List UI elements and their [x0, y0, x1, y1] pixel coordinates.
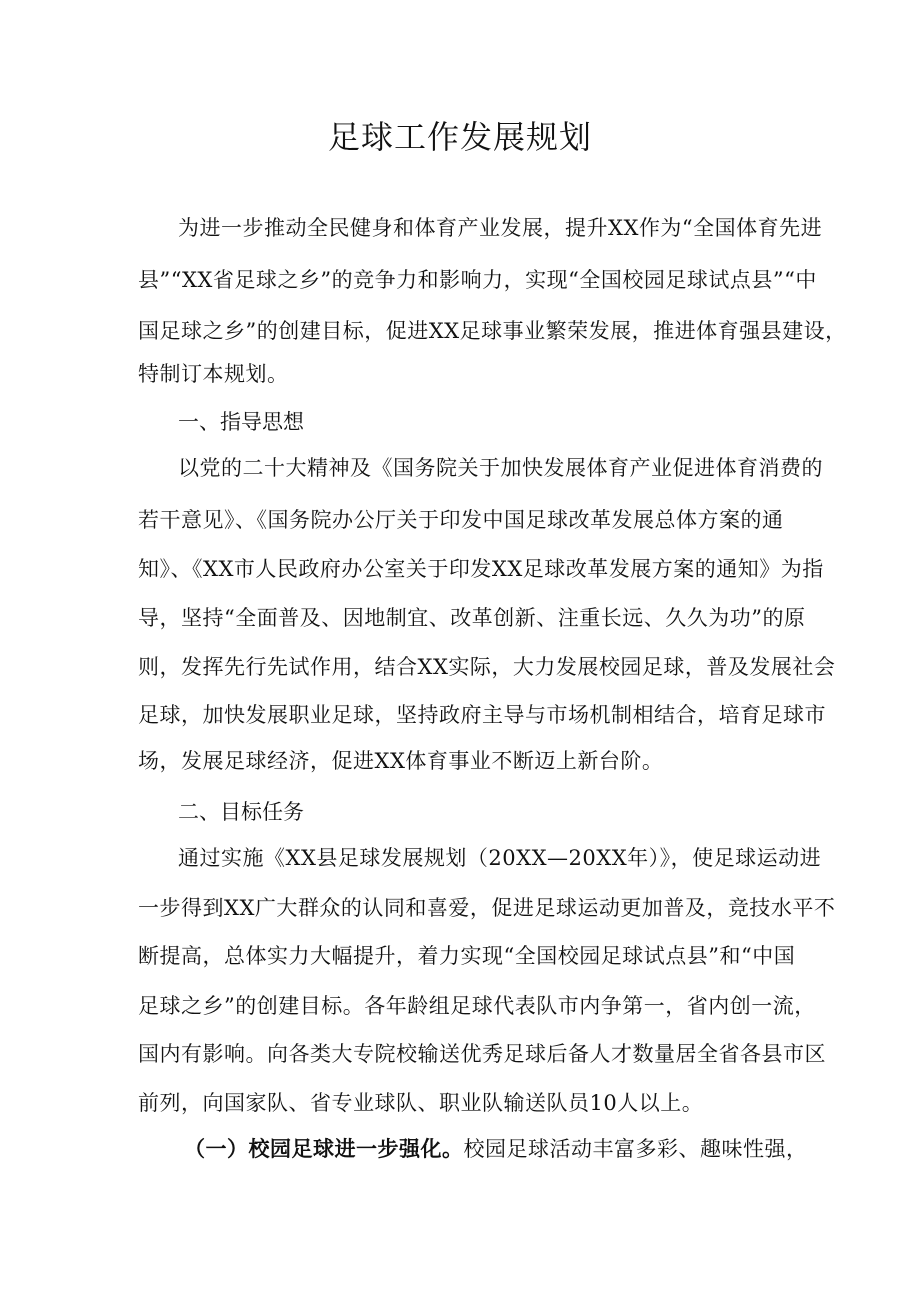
subsection-1-heading: （一）校园足球进一步强化。 [184, 1136, 464, 1161]
intro-line-2: 县”“XX省足球之乡”的竞争力和影响力，实现“全国校园足球试点县”“中 [138, 268, 817, 292]
section2-line-3: 断提高，总体实力大幅提升，着力实现“全国校园足球试点县”和“中国 [138, 944, 796, 968]
intro-line-3: 国足球之乡”的创建目标，促进XX足球事业繁荣发展，推进体育强县建设， [138, 319, 847, 343]
section1-line-2: 若干意见》、《国务院办公厅关于印发中国足球改革发展总体方案的通 [138, 508, 784, 532]
section2-line-6: 前列，向国家队、省专业球队、职业队输送队员10人以上。 [138, 1091, 704, 1115]
section1-line-1: 以党的二十大精神及《国务院关于加快发展体育产业促进体育消费的 [178, 456, 823, 480]
section2-line-1: 通过实施《XX县足球发展规划（20XX—20XX年）》，使足球运动进 [178, 846, 822, 870]
section-heading-goals-tasks: 二、目标任务 [178, 800, 304, 824]
subsection-1-line [184, 1134, 844, 1164]
document-title: 足球工作发展规划 [327, 118, 592, 156]
section-heading-guiding-ideology: 一、指导思想 [178, 410, 304, 434]
section1-line-7: 场，发展足球经济，促进XX体育事业不断迈上新台阶。 [138, 749, 664, 773]
section2-line-2: 一步得到XX广大群众的认同和喜爱，促进足球运动更加普及，竞技水平不 [138, 896, 836, 920]
section2-line-5: 国内有影响。向各类大专院校输送优秀足球后备人才数量居全省各县市区 [138, 1042, 826, 1066]
section1-line-5: 则，发挥先行先试作用，结合XX实际，大力发展校园足球，普及发展社会 [138, 655, 836, 679]
section1-line-6: 足球，加快发展职业足球，坚持政府主导与市场机制相结合，培育足球市 [138, 703, 826, 727]
subsection-1-text: 校园足球活动丰富多彩、趣味性强， [463, 1137, 808, 1161]
intro-line-1: 为进一步推动全民健身和体育产业发展，提升XX作为“全国体育先进 [178, 216, 823, 240]
intro-line-4: 特制订本规划。 [138, 362, 289, 386]
section1-line-3: 知》、《XX市人民政府办公室关于印发XX足球改革发展方案的通知》为指 [138, 557, 824, 581]
section2-line-4: 足球之乡”的创建目标。各年龄组足球代表队市内争第一，省内创一流， [138, 994, 816, 1018]
section1-line-4: 导，坚持“全面普及、因地制宜、改革创新、注重长远、久久为功”的原 [138, 606, 806, 630]
